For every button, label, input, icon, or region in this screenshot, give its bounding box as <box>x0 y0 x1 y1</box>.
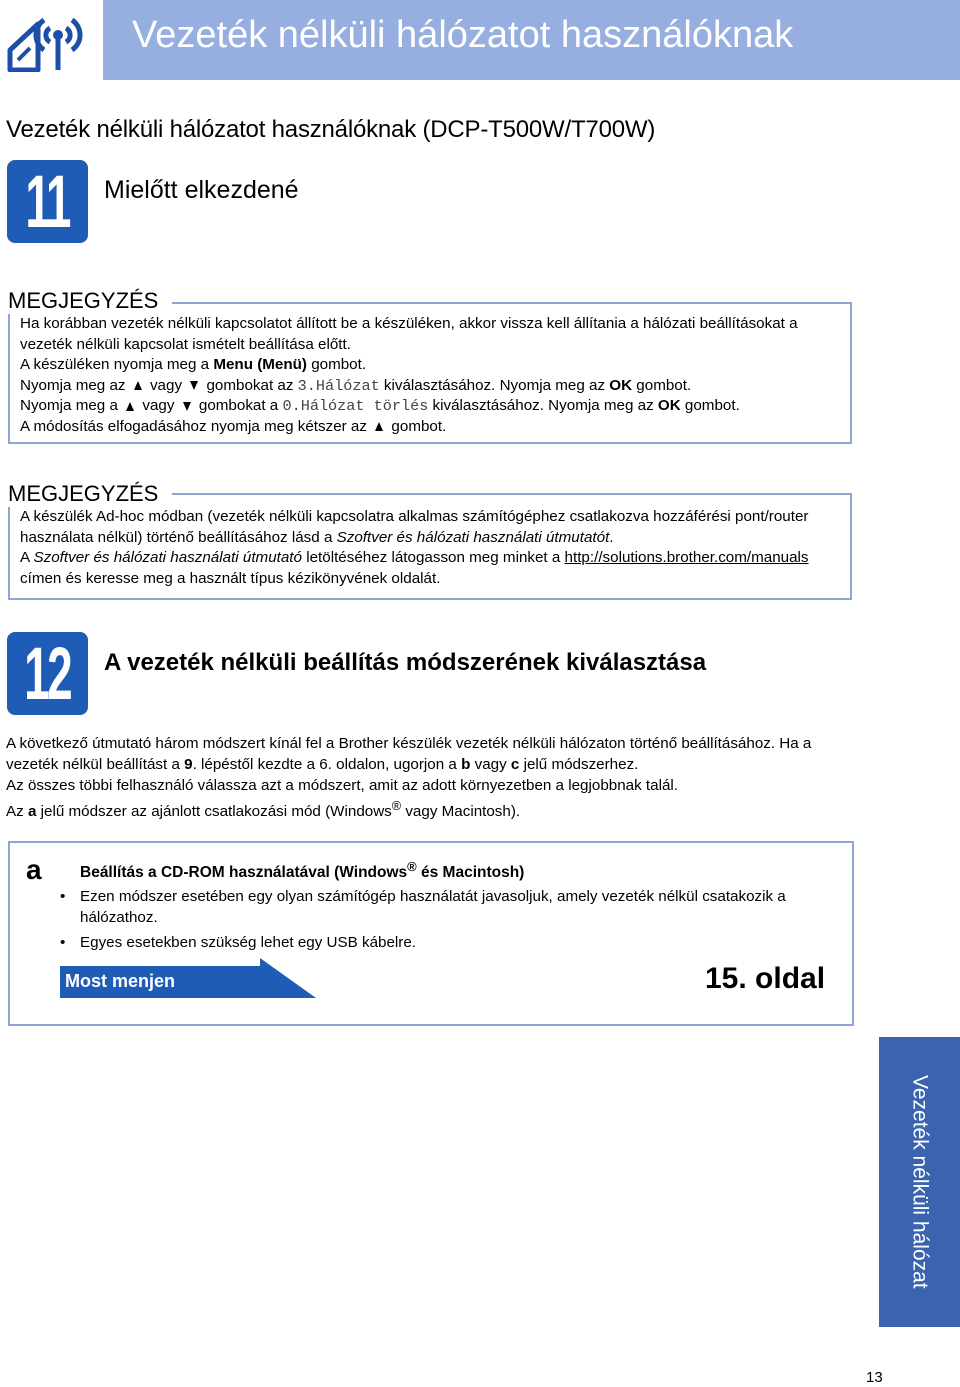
note-2-para-2: A Szoftver és hálózati használati útmutató letöltéséhez látogasson meg minket a http://solutions.brother.com/manuals címen és keresse meg a használt típus kézikönyvének oldalát. <box>20 549 809 587</box>
note-1-line-3: Nyomja meg az vagy gombokat az 3.Hálózat kiválasztásához. Nyomja meg az OK gombot. <box>20 376 692 395</box>
note-2-title: MEGJEGYZÉS <box>8 481 172 507</box>
manuals-link[interactable]: http://solutions.brother.com/manuals <box>564 549 809 567</box>
wifi-icon <box>4 8 96 72</box>
step-12-number: 12 <box>24 632 71 715</box>
body-para-2: Az összes többi felhasználó válassza azt a módszert, amit az adott környezetben a legjobbnak talál. <box>6 777 678 794</box>
note-1-line-5: A módosítás elfogadásához nyomja meg kétszer az gombot. <box>20 417 447 435</box>
step-12-badge <box>7 632 88 715</box>
body-text <box>6 733 856 822</box>
up-arrow-icon <box>375 422 383 431</box>
note-1-title: MEGJEGYZÉS <box>8 288 172 314</box>
step-11-heading: Mielőtt elkezdené <box>104 176 299 204</box>
note-1-line-2: A készüléken nyomja meg a Menu (Menü) gombot. <box>20 356 367 374</box>
note-2-text <box>20 507 830 589</box>
up-arrow-icon <box>134 381 142 390</box>
step-11-number: 11 <box>25 160 70 243</box>
page-reference: 15. oldal <box>705 962 826 995</box>
note-2-para-1: A készülék Ad-hoc módban (vezeték nélküli kapcsolatra alkalmas számítógéphez csatlakozva hozzáférési pont/router használata nélkül) történő beállításához lásd a Szoftver és hálózati használati útmutatót. <box>20 508 809 546</box>
method-a-letter: a <box>26 854 42 885</box>
side-tab-label: Vezeték nélküli hálózat <box>908 1075 932 1289</box>
section-title: Vezeték nélküli hálózatot használóknak (DCP-T500W/T700W) <box>6 116 656 143</box>
body-para-1: A következő útmutató három módszert kínál fel a Brother készülék vezeték nélküli hálózaton történő beállításához. Ha a vezeték nélkül beállítást a 9. lépéstől kezdte a 6. oldalon, ugorjon a b vagy c jelű módszerhez. <box>6 735 812 773</box>
page-number: 13 <box>866 1369 883 1386</box>
note-1-line-4: Nyomja meg a vagy gombokat a 0.Hálózat törlés kiválasztásához. Nyomja meg az OK gombot. <box>20 397 740 416</box>
down-arrow-icon <box>183 402 191 411</box>
method-a-bullet-2: • Egyes esetekben szükség lehet egy USB kábelre. <box>58 932 818 953</box>
step-11-badge <box>7 160 88 243</box>
method-a-bullet-1: • Ezen módszer esetében egy olyan számítógép használatát javasoljuk, amely vezeték nélkül csatakozik a hálózathoz. <box>58 886 818 928</box>
note-1-line-1: Ha korábban vezeték nélküli kapcsolatot állított be a készüléken, akkor vissza kell állítania a hálózati beállításokat a vezeték nélküli kapcsolat ismételt beállítása előtt. <box>20 315 798 353</box>
header-title: Vezeték nélküli hálózatot használóknak <box>132 14 794 56</box>
go-label[interactable]: Most menjen <box>65 971 176 991</box>
method-a-bullets <box>58 886 818 957</box>
body-para-3: Az a jelű módszer az ajánlott csatlakozási mód (Windows® vagy Macintosh). <box>6 799 521 821</box>
up-arrow-icon <box>126 402 134 411</box>
down-arrow-icon <box>190 381 198 390</box>
method-a-title: Beállítás a CD-ROM használatával (Windows® és Macintosh) <box>80 859 525 882</box>
note-1-text <box>20 314 820 438</box>
step-12-heading: A vezeték nélküli beállítás módszerének kiválasztása <box>104 649 707 676</box>
